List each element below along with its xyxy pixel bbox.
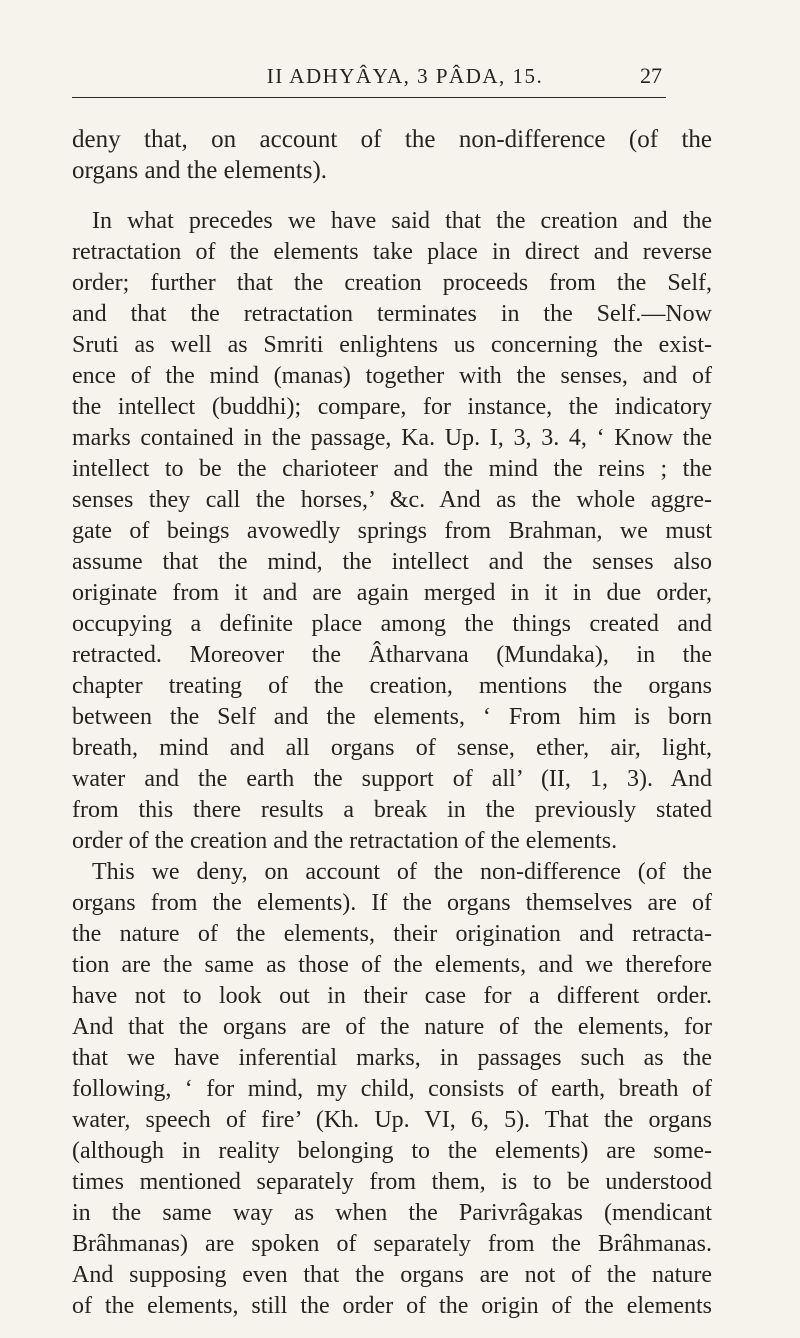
text-line: Sruti as well as Smriti enlightens us concerning the exist- (72, 332, 712, 358)
text-line: have not to look out in their case for a different order. (72, 983, 712, 1009)
text-line: organs from the elements). If the organs themselves are of (72, 890, 712, 916)
running-title: II ADHYÂYA, 3 PÂDA, 15. (266, 64, 544, 88)
text-line: This we deny, on account of the non-difference (of the (92, 859, 712, 885)
text-line: And that the organs are of the nature of the elements, for (72, 1014, 712, 1040)
text-line: and that the retractation terminates in the Self.—Now (72, 301, 712, 327)
text-line: breath, mind and all organs of sense, ether, air, light, (72, 735, 712, 761)
text-line: (although in reality belonging to the elements) are some- (72, 1138, 712, 1164)
text-line: intellect to be the charioteer and the mind the reins ; the (72, 456, 712, 482)
text-line: between the Self and the elements, ‘ From him is born (72, 704, 712, 730)
paragraph-2 (72, 206, 712, 857)
paragraph-1 (72, 124, 712, 186)
text-line: from this there results a break in the previously stated (72, 797, 712, 823)
text-line: order of the creation and the retractation of the elements. (72, 828, 618, 854)
text-line: times mentioned separately from them, is to be understood (72, 1169, 712, 1195)
body-text (72, 124, 712, 1322)
paragraph-3 (72, 857, 712, 1322)
text-line: assume that the mind, the intellect and the senses also (72, 549, 712, 575)
header-rule (72, 97, 666, 98)
text-line: deny that, on account of the non-difference (of the (72, 126, 712, 153)
text-line: the intellect (buddhi); compare, for instance, the indicatory (72, 394, 712, 420)
text-line: water, speech of fire’ (Kh. Up. VI, 6, 5). That the organs (72, 1107, 712, 1133)
text-line: retractation of the elements take place in direct and reverse (72, 239, 712, 265)
text-line: order; further that the creation proceeds from the Self, (72, 270, 712, 296)
text-line: retracted. Moreover the Âtharvana (Mundaka), in the (72, 642, 712, 668)
text-line: of the elements, still the order of the origin of the elements (72, 1293, 712, 1319)
text-line: the nature of the elements, their origination and retracta- (72, 921, 712, 947)
paragraph-gap (72, 186, 712, 206)
text-line: in the same way as when the Parivrâgakas (mendicant (72, 1200, 712, 1226)
text-line: water and the earth the support of all’ (II, 1, 3). And (72, 766, 712, 792)
text-line: that we have inferential marks, in passages such as the (72, 1045, 712, 1071)
text-line: organs and the elements). (72, 157, 328, 184)
text-line: And supposing even that the organs are not of the nature (72, 1262, 712, 1288)
text-line: chapter treating of the creation, mentions the organs (72, 673, 712, 699)
text-line: tion are the same as those of the elements, and we therefore (72, 952, 712, 978)
text-line: originate from it and are again merged in it in due order, (72, 580, 712, 606)
text-line: gate of beings avowedly springs from Brahman, we must (72, 518, 712, 544)
text-line: Brâhmanas) are spoken of separately from the Brâhmanas. (72, 1231, 712, 1257)
running-head (0, 61, 800, 91)
text-line: ence of the mind (manas) together with the senses, and of (72, 363, 712, 389)
text-line: In what precedes we have said that the creation and the (92, 208, 712, 234)
text-line: occupying a definite place among the things created and (72, 611, 712, 637)
text-line: marks contained in the passage, Ka. Up. I, 3, 3. 4, ‘ Know the (72, 425, 712, 451)
text-line: senses they call the horses,’ &c. And as the whole aggre- (72, 487, 712, 513)
page-number: 27 (640, 63, 662, 88)
text-line: following, ‘ for mind, my child, consists of earth, breath of (72, 1076, 712, 1102)
